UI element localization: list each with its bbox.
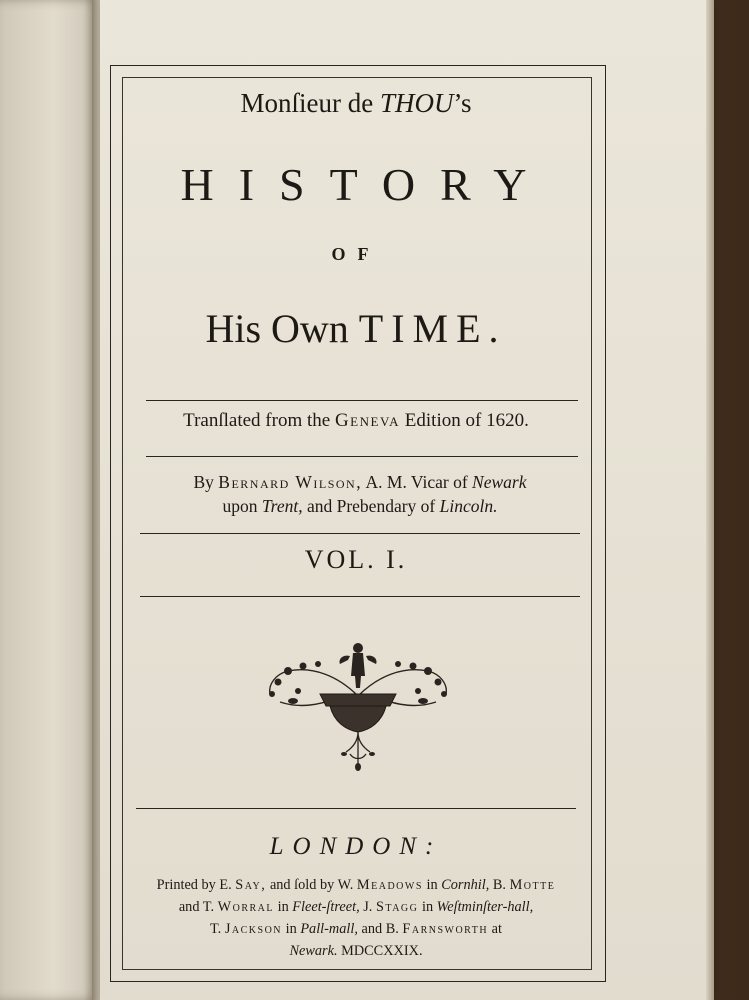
imprint-city: LONDON: bbox=[269, 833, 443, 860]
subtitle-his-own-time: His Own TIME. bbox=[205, 306, 507, 351]
translation-note: Tranſlated from the Geneva Edition of 1620. bbox=[183, 410, 529, 431]
imprint-text: Printed by E. Say, and ſold by W. Meadows in Cornhil, B. Motte and T. Worral in Fleet-ſtreet, J. Stagg in Weſtminſter-hall, T. Jackson in Pall-mall, and B. Farnsworth at Newark. MDCCXXIX. bbox=[156, 877, 556, 959]
rule-1 bbox=[146, 400, 578, 401]
rule-2 bbox=[146, 456, 578, 457]
translator-credit: By Bernard Wilson, A. M. Vicar of Newark upon Trent, and Prebendary of Lincoln. bbox=[193, 472, 527, 516]
title-of: OF bbox=[331, 244, 381, 264]
rule-5 bbox=[136, 808, 576, 809]
rule-3 bbox=[140, 533, 580, 534]
page-edge bbox=[706, 0, 714, 1000]
volume-label: VOL. I. bbox=[304, 545, 408, 574]
cherub-urn-floral-ornament-icon bbox=[258, 636, 458, 771]
left-page bbox=[0, 0, 98, 1000]
author-line: Monſieur de THOU’s bbox=[240, 88, 472, 118]
rule-4 bbox=[140, 596, 580, 597]
main-title-history: HISTORY bbox=[180, 159, 552, 210]
